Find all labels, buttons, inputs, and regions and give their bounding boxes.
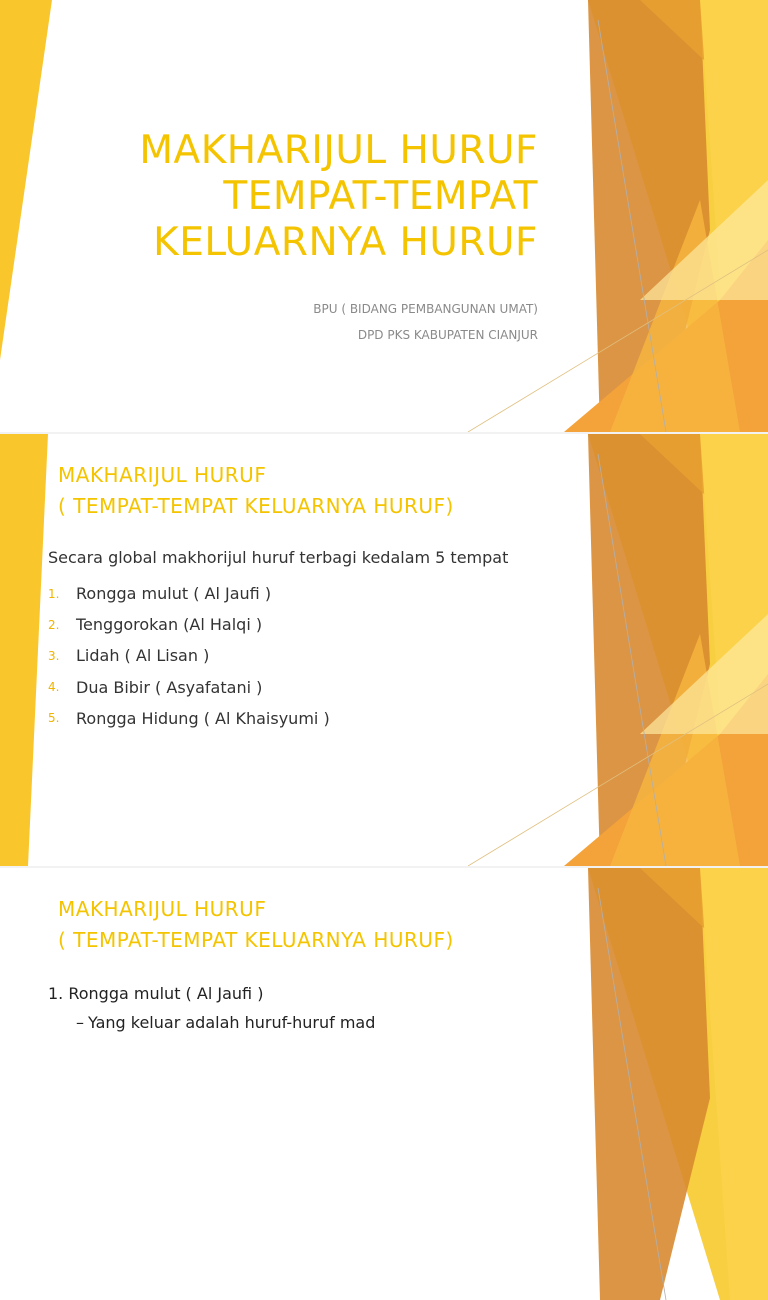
slide3-sub-point <box>76 1013 375 1032</box>
slide-content <box>0 868 768 1300</box>
slide2-title <box>58 460 454 522</box>
list-number: 3. <box>48 648 60 663</box>
slide3-sub-point-text: Yang keluar adalah huruf-huruf mad <box>88 1013 376 1032</box>
slide3-title-line: ( TEMPAT-TEMPAT KELUARNYA HURUF) <box>58 928 454 952</box>
list-text: Rongga mulut ( Al Jaufi ) <box>76 584 272 604</box>
slide3-point: 1. Rongga mulut ( Al Jaufi ) <box>48 984 264 1003</box>
dash-bullet: – <box>76 1013 84 1032</box>
list-item <box>48 703 330 734</box>
slide1-title-line: TEMPAT-TEMPAT <box>223 174 538 219</box>
list-text: Rongga Hidung ( Al Khaisyumi ) <box>76 708 330 728</box>
slide2-intro: Secara global makhorijul huruf terbagi kedalam 5 tempat <box>48 548 509 567</box>
list-number: 4. <box>48 680 60 695</box>
slide1-title <box>68 128 538 266</box>
slide2-title-line: ( TEMPAT-TEMPAT KELUARNYA HURUF) <box>58 494 454 518</box>
slide3-title <box>58 894 454 956</box>
list-text: Tenggorokan (Al Halqi ) <box>76 615 263 635</box>
list-item <box>48 578 330 609</box>
slide-content <box>0 434 768 866</box>
makhraj-list <box>48 578 330 734</box>
list-number: 2. <box>48 617 60 632</box>
list-number: 5. <box>48 711 60 726</box>
slide2-title-line: MAKHARIJUL HURUF <box>58 463 267 487</box>
list-text: Lidah ( Al Lisan ) <box>76 646 210 666</box>
list-text: Dua Bibir ( Asyafatani ) <box>76 677 263 697</box>
list-item <box>48 640 330 671</box>
slide1-title-line: KELUARNYA HURUF <box>153 220 538 265</box>
slide-title <box>0 0 768 432</box>
list-item <box>48 672 330 703</box>
list-number: 1. <box>48 586 60 601</box>
slide1-subtitle: BPU ( BIDANG PEMBANGUNAN UMAT) <box>313 302 538 316</box>
slide1-title-line: MAKHARIJUL HURUF <box>139 128 538 173</box>
slide3-title-line: MAKHARIJUL HURUF <box>58 897 267 921</box>
list-item <box>48 609 330 640</box>
slide1-subtitle: DPD PKS KABUPATEN CIANJUR <box>357 328 538 342</box>
